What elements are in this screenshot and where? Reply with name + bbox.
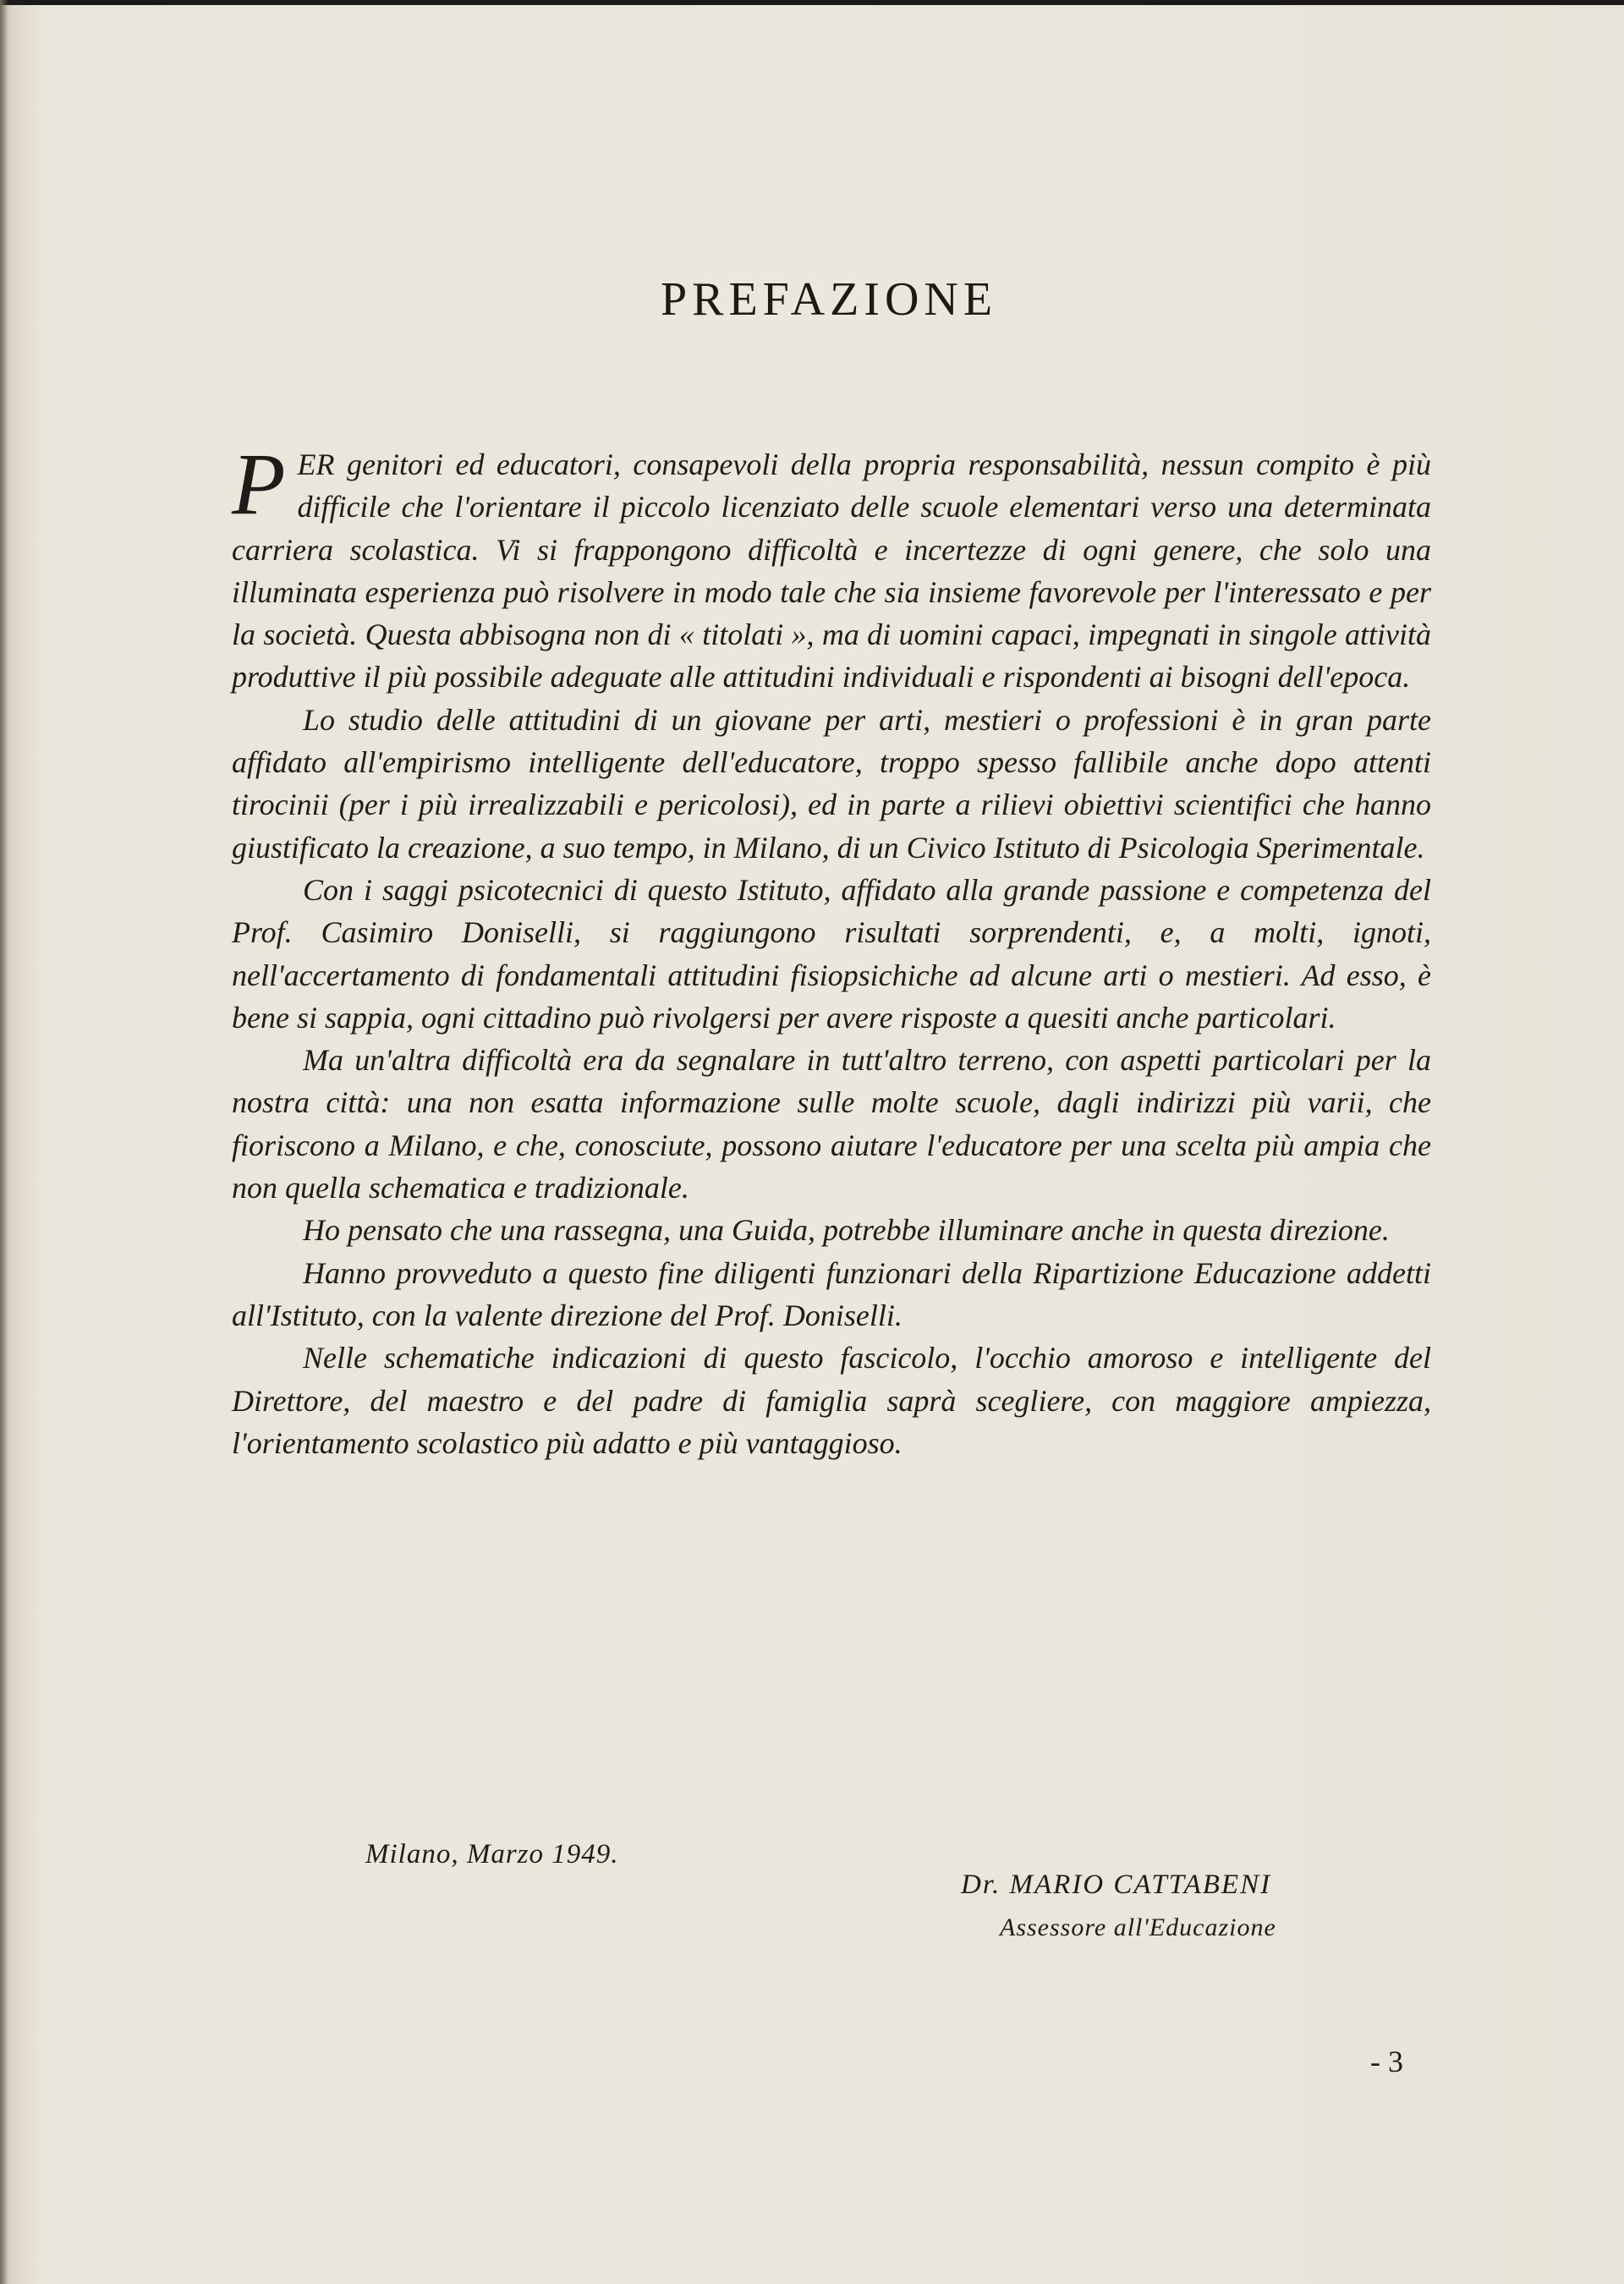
paragraph-1 [232, 436, 1431, 699]
paragraph-4: Ma un'altra difficoltà era da segnalare in tutt'altro terreno, con aspetti particolari per la nostra città: una non esatta informazione sulle molte scuole, dagli indirizzi più varii, che fioriscono a Milano, e che, conosciute, possono aiutare l'educatore per una scelta più ampia che non quella schematica e tradizionale. [232, 1043, 1431, 1205]
page-number: - 3 [1370, 2045, 1403, 2078]
paragraph-6: Hanno provveduto a questo fine diligenti funzionari della Ripartizione Educazione addetti all'Istituto, con la valente direzione del Prof. Doniselli. [232, 1255, 1431, 1332]
drop-cap: P [232, 436, 286, 533]
paragraph-2: Lo studio delle attitudini di un giovane per arti, mestieri o professioni è in gran parte affidato all'empirismo intelligente dell'educatore, troppo spesso fallibile anche dopo attenti tirocinii (per i più irrealizzabili e pericolosi), ed in parte a rilievi obiettivi scientifici che hanno giustificato la creazione, a suo tempo, in Milano, di un Civico Istituto di Psicologia Sperimentale. [232, 702, 1431, 865]
page-title: PREFAZIONE [660, 273, 998, 326]
paragraph-3: Con i saggi psicotecnici di questo Istituto, affidato alla grande passione e competenza del Prof. Casimiro Doniselli, si raggiungono risultati sorprendenti, e, a molti, ignoti, nell'accertamento di fondamentali attitudini fisiopsichiche ad alcune arti o mestieri. Ad esso, è bene si sappia, ogni cittadino può rivolgersi per avere risposte a quesiti anche particolari. [232, 872, 1431, 1035]
paragraph-7: Nelle schematiche indicazioni di questo fascicolo, l'occhio amoroso e intelligente del Direttore, del maestro e del padre di famiglia saprà scegliere, con maggiore ampiezza, l'orientamento scolastico più adatto e più vantaggioso. [232, 1341, 1431, 1460]
signature-role: Assessore all'Educazione [1000, 1913, 1276, 1941]
spine-shadow [0, 0, 8, 2284]
paragraph-5: Ho pensato che una rassegna, una Guida, potrebbe illuminare anche in questa direzione. [303, 1213, 1390, 1248]
paragraph-1-text: ER genitori ed educatori, consapevoli della propria responsabilità, nessun compito è più difficile che l'orientare il piccolo licenziato delle scuole elementari verso una determinata carriera scolastica. Vi si frappongono difficoltà e incertezze di ogni genere, che solo una illuminata esperienza può risolvere in modo tale che sia insieme favorevole per l'interessato e per la società. Questa abbisogna non di « titolati », ma di uomini capaci, impegnati in singole attività produttive il più possibile adeguate alle attitudini individuali e rispondenti ai bisogni dell'epoca. [232, 447, 1431, 695]
place-date: Milano, Marzo 1949. [365, 1839, 619, 1869]
page-top-edge [0, 0, 1624, 5]
preface-body [232, 436, 1431, 1464]
signature-name: Dr. MARIO CATTABENI [961, 1869, 1272, 1900]
